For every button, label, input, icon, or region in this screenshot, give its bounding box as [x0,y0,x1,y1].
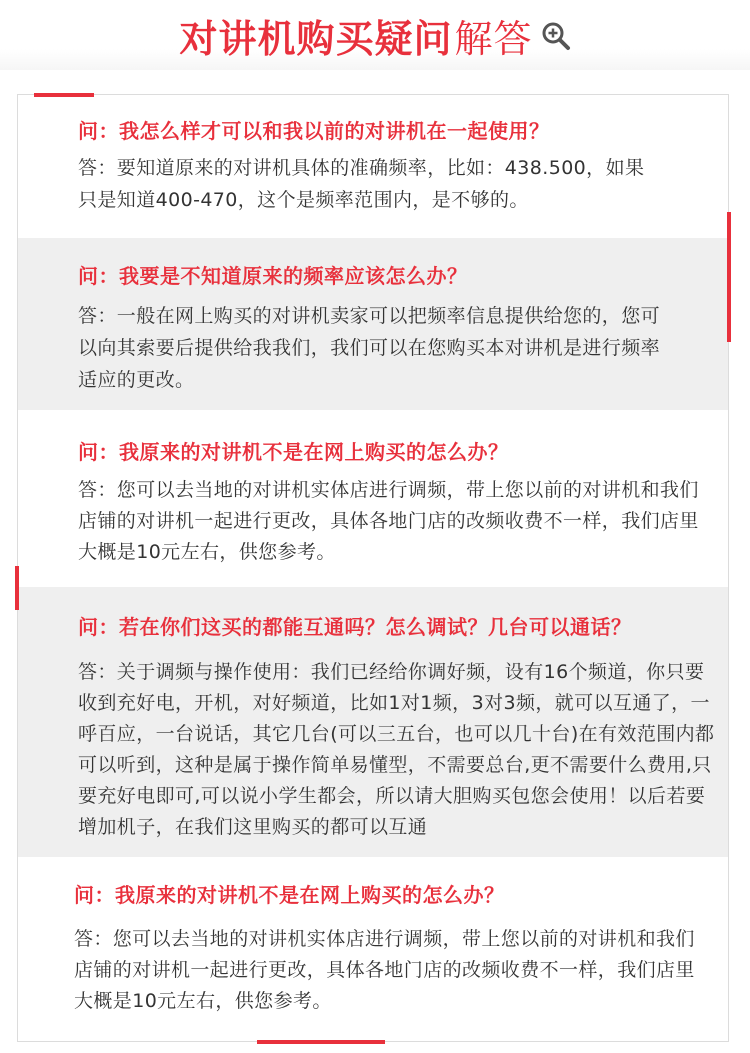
faq-answer-line: 大概是10元左右，供您参考。 [78,541,336,563]
faq-answer-line: 答：要知道原来的对讲机具体的准确频率，比如：438.500，如果 [78,157,645,179]
faq-answer-line: 答：关于调频与操作使用：我们已经给你调好频，设有16个频道，你只要 [78,661,705,683]
faq-answer-line: 答：您可以去当地的对讲机实体店进行调频，带上您以前的对讲机和我们 [78,479,699,501]
faq-answer-line: 适应的更改。 [78,369,195,391]
faq-question: 问：我原来的对讲机不是在网上购买的怎么办？ [74,883,505,907]
faq-answer-line: 只是知道400-470，这个是频率范围内，是不够的。 [78,189,529,211]
faq-answer-line: 答：您可以去当地的对讲机实体店进行调频，带上您以前的对讲机和我们 [74,928,695,950]
faq-answer-line: 可以听到，这种是属于操作简单易懂型，不需要总台,更不需要什么费用,只 [78,754,712,776]
title-main: 对讲机购买疑问 [179,17,453,61]
title-sub: 解答 [454,17,533,61]
faq-question: 问：我要是不知道原来的频率应该怎么办？ [78,264,468,288]
accent-bar-right [727,212,731,342]
faq-item-2 [18,238,728,410]
faq-item-5 [18,857,728,1040]
faq-item-3 [18,410,728,587]
faq-answer-line: 要充好电即可,可以说小学生都会，所以请大胆购买包您会使用！以后若要 [78,785,706,807]
faq-question: 问：若在你们这买的都能互通吗？怎么调试？几台可以通话？ [78,615,632,639]
accent-bar-left [15,566,19,610]
faq-answer-line: 收到充好电，开机，对好频道，比如1对1频，3对3频，就可以互通了，一 [78,692,710,714]
accent-bar-bottom [257,1040,385,1044]
accent-bar-top [34,93,94,97]
faq-item-1 [18,95,728,238]
faq-answer-line: 答：一般在网上购买的对讲机卖家可以把频率信息提供给您的，您可 [78,305,661,327]
faq-question: 问：我原来的对讲机不是在网上购买的怎么办？ [78,440,509,464]
zoom-in-icon[interactable] [541,21,571,51]
faq-answer-line: 增加机子，在我们这里购买的都可以互通 [78,816,428,838]
faq-answer-line: 店铺的对讲机一起进行更改，具体各地门店的改频收费不一样，我们店里 [78,510,699,532]
faq-answer-line: 以向其索要后提供给我我们，我们可以在您购买本对讲机是进行频率 [78,337,661,359]
faq-answer-line: 大概是10元左右，供您参考。 [74,990,332,1012]
page-header [0,0,750,70]
faq-question: 问：我怎么样才可以和我以前的对讲机在一起使用？ [78,119,550,143]
faq-answer-line: 店铺的对讲机一起进行更改，具体各地门店的改频收费不一样，我们店里 [74,959,695,981]
page-title [179,8,570,63]
faq-item-4 [18,587,728,857]
faq-answer-line: 呼百应，一台说话，其它几台(可以三五台，也可以几十台)在有效范围内都 [78,723,715,745]
